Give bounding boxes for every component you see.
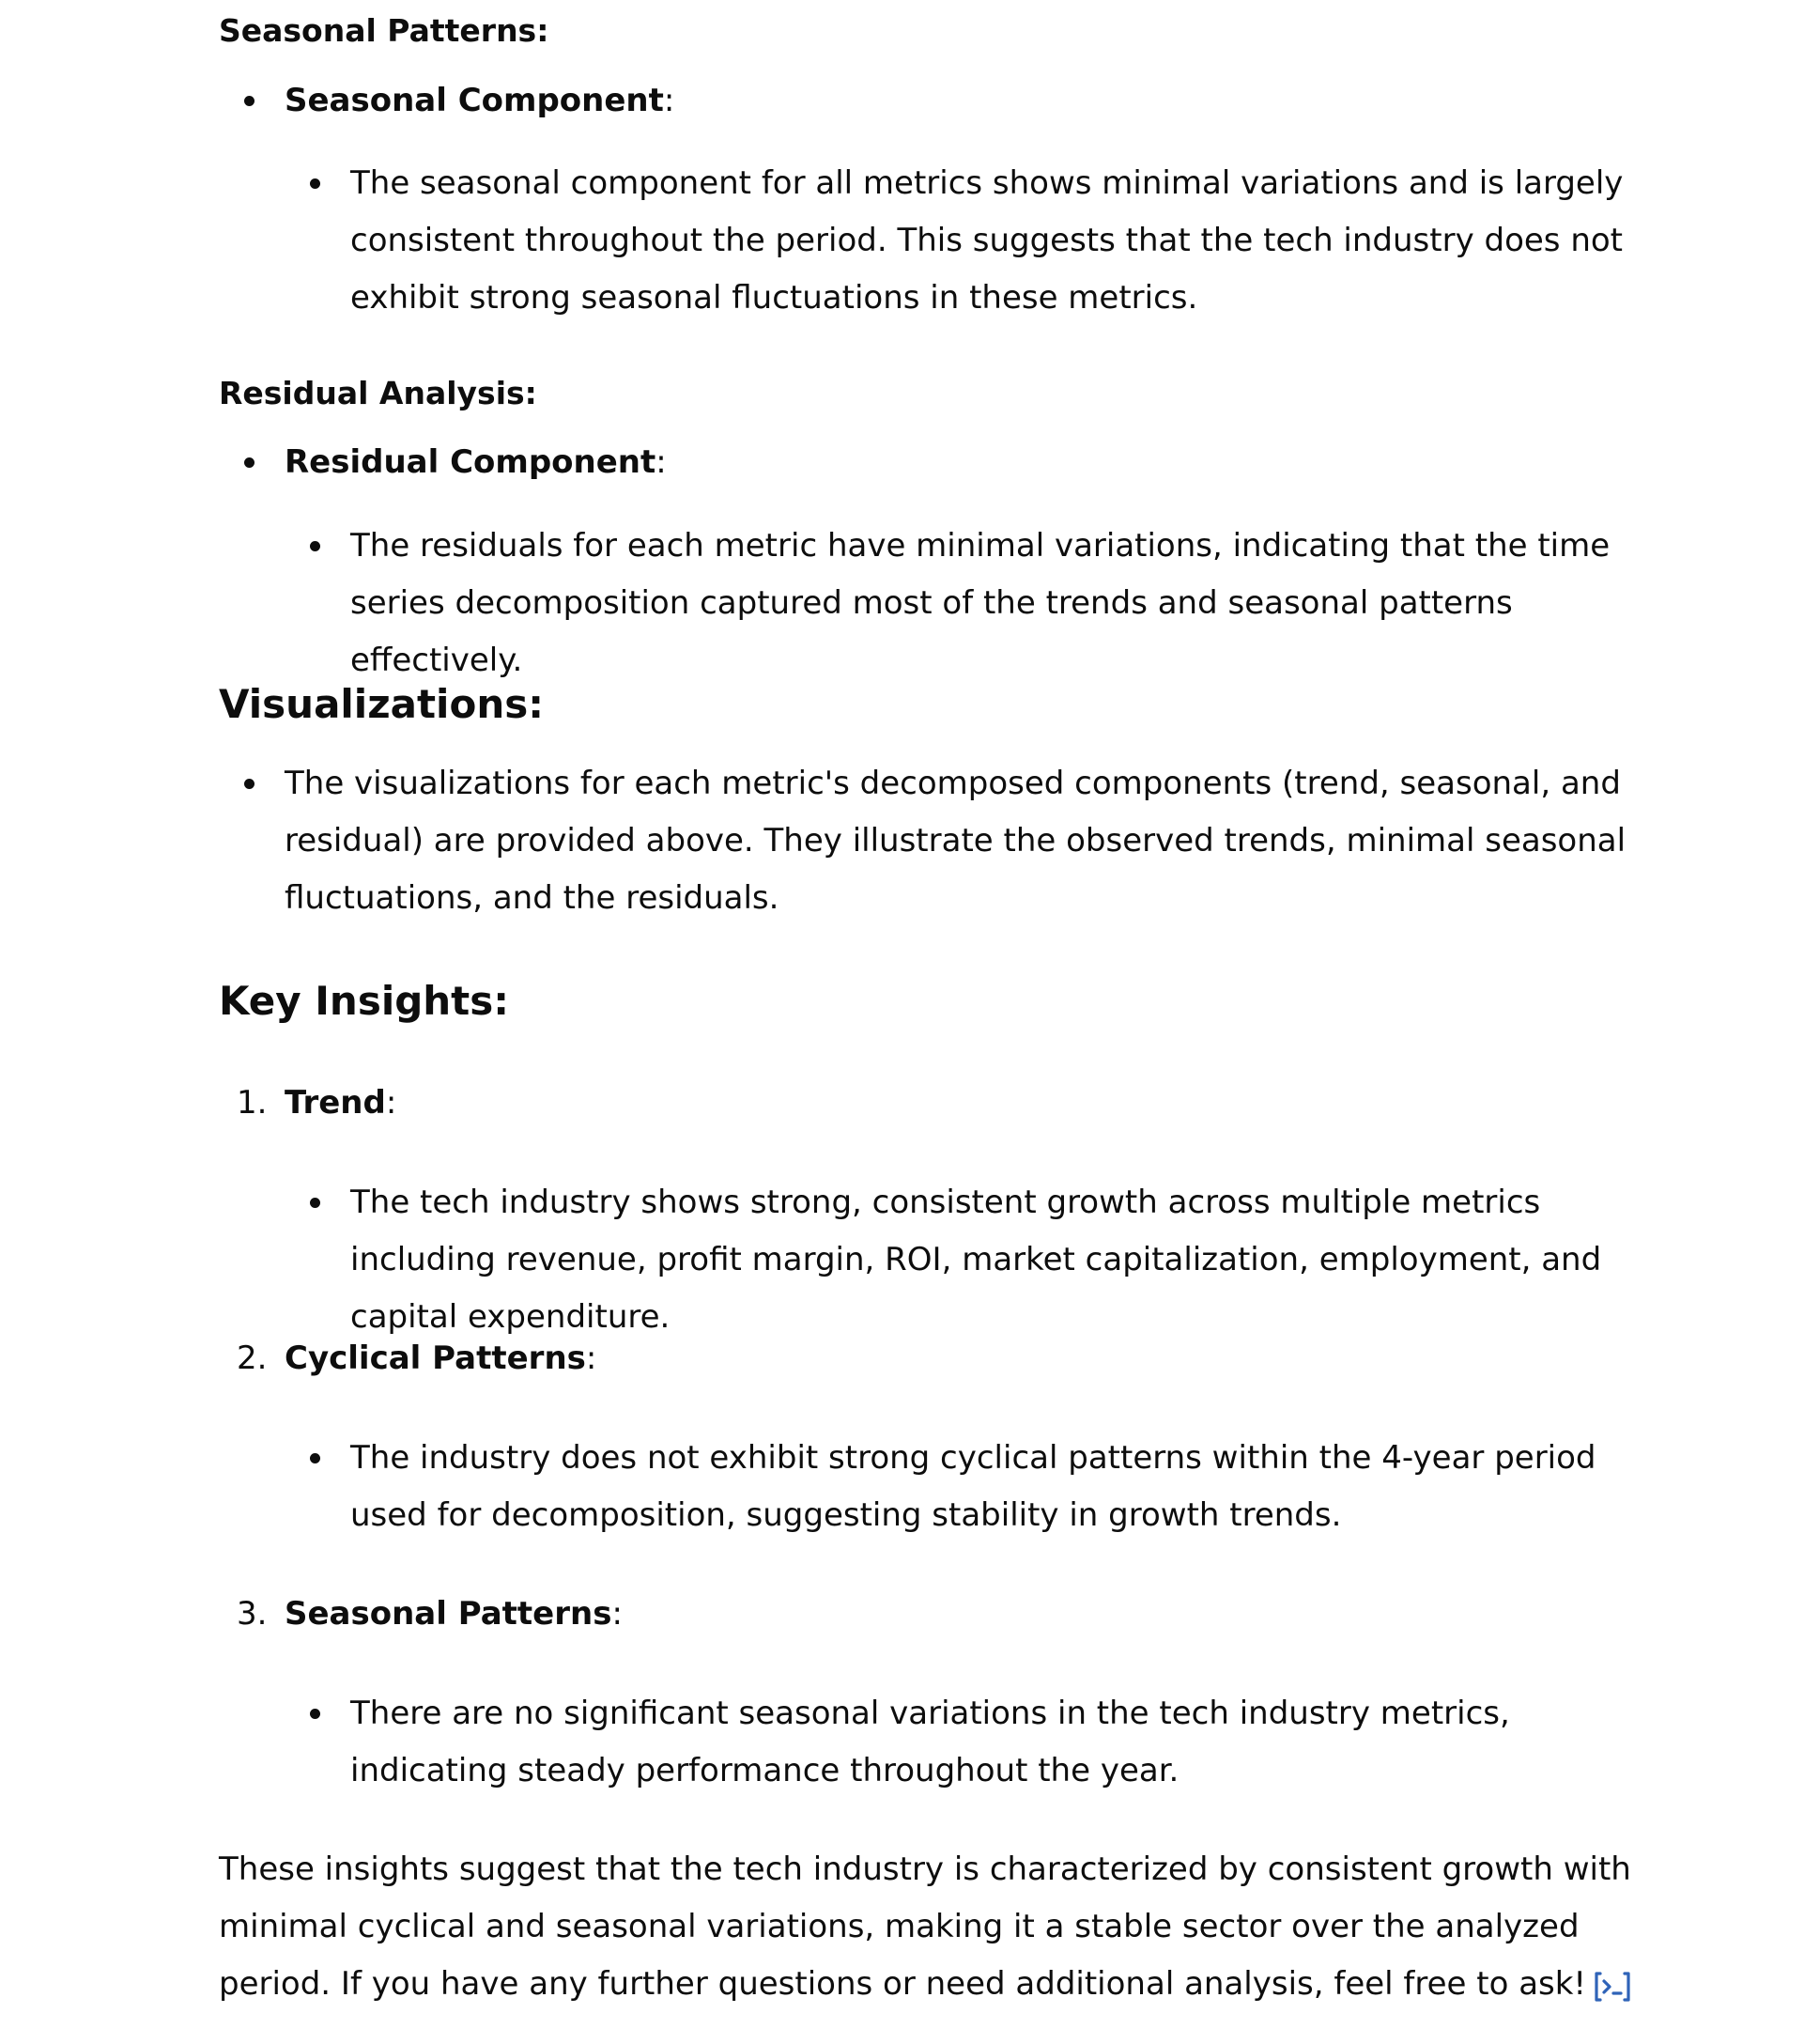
insight-detail-text: There are no significant seasonal variations in the tech industry metrics, indicating steady performance throughout the year. [350,1695,1510,1789]
label-suffix: : [655,443,667,481]
insight-item-seasonal [219,1586,1684,1643]
insight-detail-text: The industry does not exhibit strong cyclical patterns within the 4-year period used for decomposition, suggesting stability in growth trends. [350,1439,1596,1534]
seasonal-component-detail: The seasonal component for all metrics shows minimal variations and is largely consistent throughout the period. This suggests that the tech industry does not exhibit strong seasonal fluctuations in these metrics. [350,164,1624,317]
seasonal-patterns-heading: Seasonal Patterns: [219,12,549,49]
list-number: 2. [237,1339,268,1377]
code-interpreter-icon-svg [1592,1968,1633,2005]
label-suffix: : [585,1339,597,1377]
insight-detail-seasonal [219,1685,1665,1800]
label-suffix: : [663,82,675,119]
residual-component-detail: The residuals for each metric have minimal variations, indicating that the time series decomposition captured most of the trends and seasonal patterns effectively. [350,527,1611,679]
bullet-icon [310,1198,320,1208]
list-number: 1. [237,1084,268,1122]
residual-component-label: Residual Component [285,443,656,481]
bullet-icon [310,1709,320,1719]
visualizations-item [219,755,1693,927]
residual-component-item [219,434,1684,491]
list-number: 3. [237,1595,268,1633]
insight-label: Trend [285,1084,386,1122]
visualizations-text: The visualizations for each metric's decomposed components (trend, seasonal, and residual) are provided above. They illustrate the observed trends, minimal seasonal fluctuations, and the residuals. [285,765,1627,917]
bullet-icon [244,96,254,106]
seasonal-component-item [219,72,1684,130]
seasonal-component-detail-item [219,155,1693,327]
insight-detail-trend [219,1174,1693,1346]
code-interpreter-icon[interactable] [1592,1967,1633,2005]
closing-paragraph [219,1841,1693,2013]
bullet-icon [310,178,320,189]
seasonal-component-label: Seasonal Component [285,82,664,119]
bullet-icon [244,457,254,468]
bullet-icon [310,1453,320,1463]
bullet-icon [244,779,254,789]
visualizations-heading: Visualizations: [219,681,545,727]
insight-item-trend [219,1075,1684,1132]
label-suffix: : [611,1595,623,1633]
insight-label: Cyclical Patterns [285,1339,586,1377]
insight-label: Seasonal Patterns [285,1595,612,1633]
bullet-icon [310,541,320,551]
insight-item-cyclical [219,1330,1684,1387]
residual-analysis-heading: Residual Analysis: [219,375,537,411]
key-insights-heading: Key Insights: [219,978,510,1024]
label-suffix: : [385,1084,397,1122]
insight-detail-text: The tech industry shows strong, consistent growth across multiple metrics including revenue, profit margin, ROI, market capitalization, employment, and capital expenditure. [350,1184,1602,1336]
closing-text: These insights suggest that the tech industry is characterized by consistent growth with minimal cyclical and seasonal variations, making it a stable sector over the analyzed period. If you have any further questions or need additional analysis, feel free to ask! [219,1850,1631,2003]
insight-detail-cyclical [219,1430,1665,1544]
residual-component-detail-item [219,518,1627,689]
